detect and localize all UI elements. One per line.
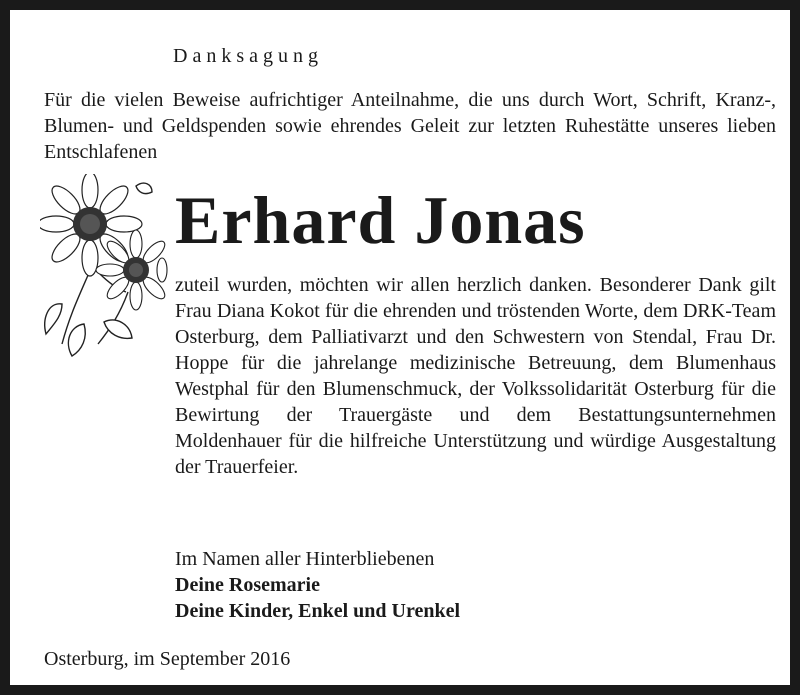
- sunflower-icon: [40, 174, 168, 364]
- heading: Danksagung: [173, 45, 323, 67]
- deceased-name: Erhard Jonas: [175, 182, 586, 258]
- place-date: Osterburg, im September 2016: [44, 648, 291, 670]
- closing-block: [175, 546, 460, 624]
- signature-line: Deine Kinder, Enkel und Urenkel: [175, 600, 461, 622]
- thanks-text: zuteil wurden, möchten wir allen herzlich danken. Besonderer Dank gilt Frau Diana Kokot für die ehrenden und tröstenden Worte, dem DRK-Team Osterburg, dem Palliativarzt und den Schwestern von Stendal, Frau Dr. Hoppe für die jahrelange medizinische Betreuung, dem Blumenhaus Westphal für den Blumenschmuck, der Volkssolidarität Osterburg für die Bewirtung der Trauergäste und dem Bestattungsunternehmen Moldenhauer für die hilfreiche Unterstützung und würdige Ausgestaltung der Trauerfeier.: [175, 274, 776, 478]
- signature-line: Deine Rosemarie: [175, 574, 320, 596]
- intro-text: Für die vielen Beweise aufrichtiger Anteilnahme, die uns durch Wort, Schrift, Kranz-, Blumen- und Geldspenden sowie ehrendes Geleit zur letzten Ruhestätte unseres lieben Entschlafenen: [44, 89, 776, 163]
- closing-line: Im Namen aller Hinterbliebenen: [175, 548, 435, 570]
